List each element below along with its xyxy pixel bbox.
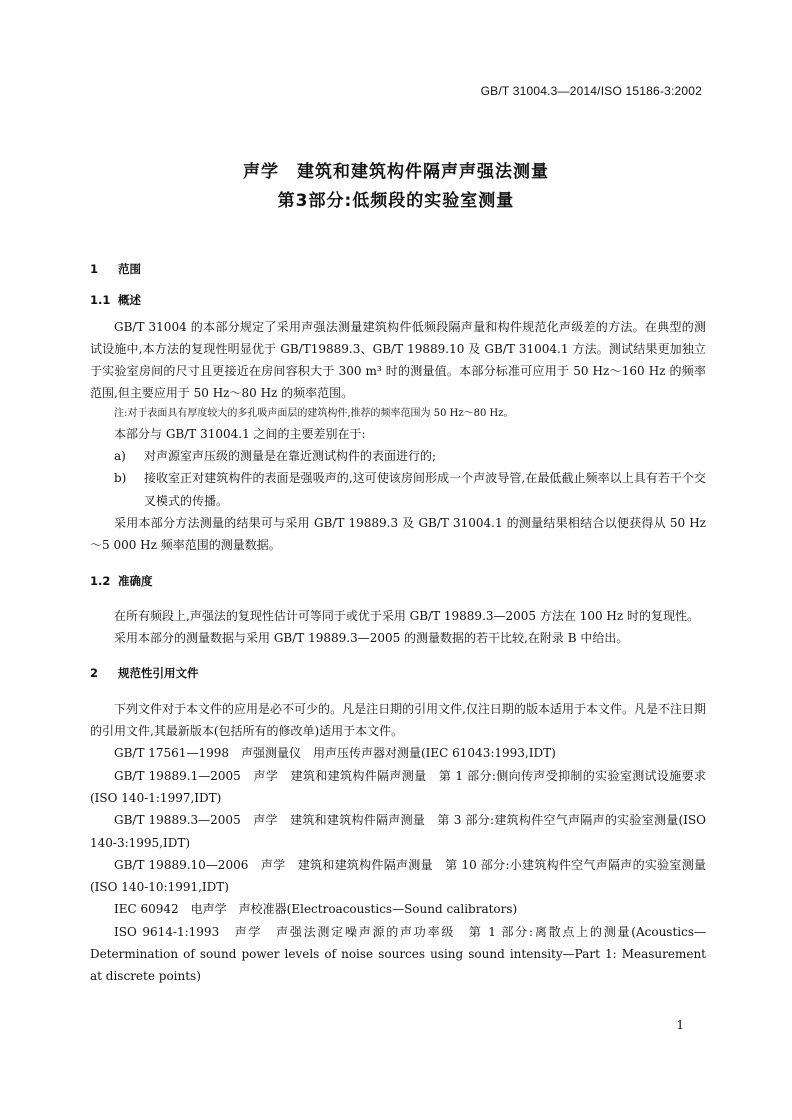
paragraph: GB/T 31004 的本部分规定了采用声强法测量建筑构件低频段隔声量和构件规范化声级差的方法。在典型的测试设施中,本方法的复现性明显优于 GB/T19889.3、GB/T 19889.10 及 GB/T 31004.1 方法。测试结果更加独立于实验室房间的尺寸且更接近在房间容积大于 300 m³ 时的测量值。本部分标准可应用于 50 Hz～160 Hz 的频率范围,但主要应用于 50 Hz～80 Hz 的频率范围。 <box>90 319 706 401</box>
section-number: 1 <box>90 262 99 276</box>
section-title: 准确度 <box>118 573 153 588</box>
list-item <box>90 467 706 512</box>
paragraph: 采用本部分的测量数据与采用 GB/T 19889.3—2005 的测量数据的若干比较,在附录 B 中给出。 <box>114 631 629 646</box>
reference-item: GB/T 19889.3—2005 声学 建筑和建筑构件隔声测量 第 3 部分:建筑构件空气声隔声的实验室测量(ISO 140-3:1995,IDT) <box>90 813 706 850</box>
section-title: 概述 <box>118 293 141 308</box>
list-text: 接收室正对建筑构件的表面是强吸声的,这可使该房间形成一个声波导管,在最低截止频率以上具有若干个交叉模式的传播。 <box>144 471 706 508</box>
section-number: 1.2 <box>90 573 111 588</box>
document-title: 声学 建筑和建筑构件隔声声强法测量 <box>243 162 549 182</box>
note: 注:对于表面具有厚度较大的多孔吸声面层的建筑构件,推荐的频率范围为 50 Hz～80 Hz。 <box>114 407 514 419</box>
document-body <box>90 258 706 988</box>
section-number: 1.1 <box>90 293 111 308</box>
reference-item: ISO 9614-1:1993 声学 声强法测定噪声源的声功率级 第 1 部分:离散点上的测量(Acoustics—Determination of sound power levels of noise sources using sound intensity—Part 1: Measurement at discrete points) <box>90 924 706 984</box>
standard-code: GB/T 31004.3—2014/ISO 15186-3:2002 <box>480 84 702 98</box>
document-subtitle: 第3部分:低频段的实验室测量 <box>277 191 515 211</box>
section-1-heading <box>90 258 706 280</box>
reference-item: GB/T 19889.10—2006 声学 建筑和建筑构件隔声测量 第 10 部分:小建筑构件空气声隔声的实验室测量(ISO 140-10:1991,IDT) <box>90 857 706 895</box>
section-1-2-heading <box>90 570 706 592</box>
reference-item: GB/T 17561—1998 声强测量仪 用声压传声器对测量(IEC 61043:1993,IDT) <box>114 746 556 761</box>
reference-item: GB/T 19889.1—2005 声学 建筑和建筑构件隔声测量 第 1 部分:侧向传声受抑制的实验室测试设施要求(ISO 140-1:1997,IDT) <box>90 768 706 805</box>
paragraph: 下列文件对于本文件的应用是必不可少的。凡是注日期的引用文件,仅注日期的版本适用于本文件。凡是不注日期的引用文件,其最新版本(包括所有的修改单)适用于本文件。 <box>90 701 706 739</box>
list-text: 对声源室声压级的测量是在靠近测试构件的表面进行的; <box>144 449 437 464</box>
section-1-1-heading <box>90 289 706 311</box>
section-title: 规范性引用文件 <box>118 666 199 681</box>
paragraph: 本部分与 GB/T 31004.1 之间的主要差别在于: <box>114 426 366 441</box>
list-marker: b) <box>114 471 127 486</box>
paragraph: 在所有频段上,声强法的复现性估计可等同于或优于采用 GB/T 19889.3—2005 方法在 100 Hz 时的复现性。 <box>114 608 700 623</box>
list-item <box>90 445 706 467</box>
reference-item: IEC 60942 电声学 声校准器(Electroacoustics—Sound calibrators) <box>114 902 518 917</box>
section-2-heading <box>90 662 706 684</box>
paragraph: 采用本部分方法测量的结果可与采用 GB/T 19889.3 及 GB/T 31004.1 的测量结果相结合以便获得从 50 Hz～5 000 Hz 频率范围的测量数据。 <box>90 515 706 553</box>
section-number: 2 <box>90 666 99 681</box>
list-marker: a) <box>114 449 126 464</box>
page-number: 1 <box>676 1018 684 1032</box>
section-title: 范围 <box>118 262 141 276</box>
